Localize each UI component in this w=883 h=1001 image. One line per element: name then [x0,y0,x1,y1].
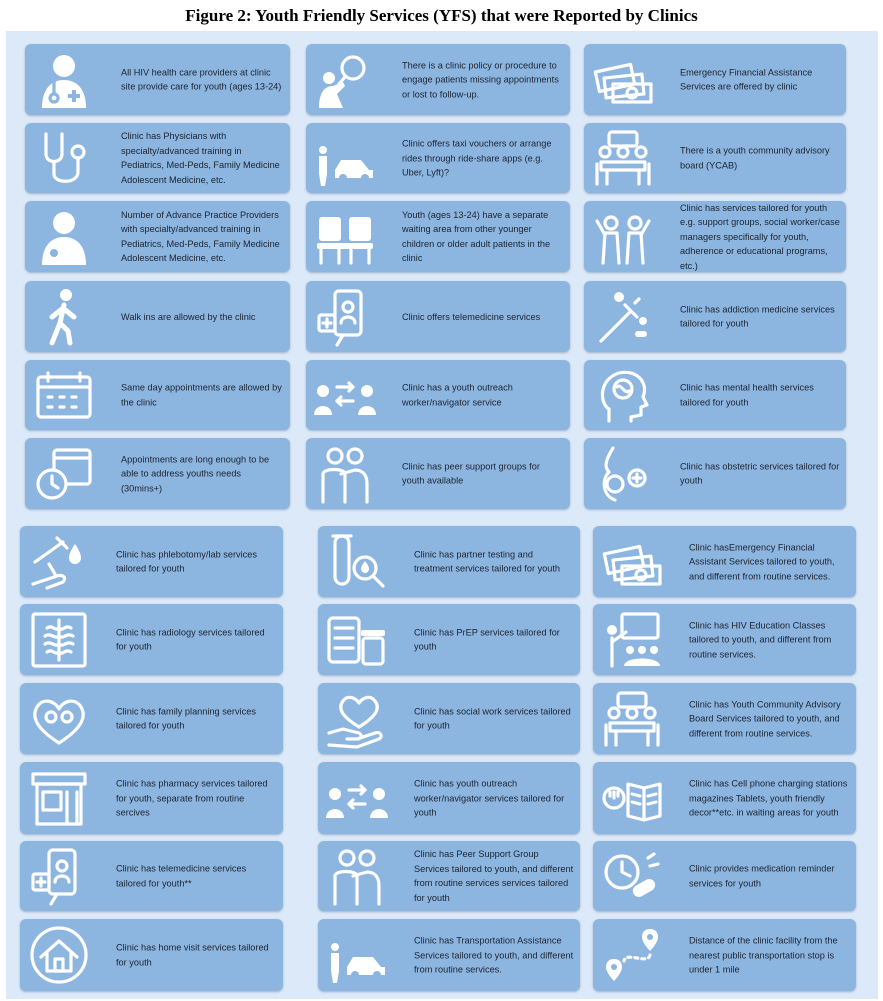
service-card [593,604,856,675]
stethoscope-icon [31,127,97,189]
pill-bottle-icon [324,609,390,671]
service-card-text: Clinic has Cell phone charging stations magazines Tablets, youth friendly decor**etc. in waiting areas for youth [689,778,848,818]
service-card-text: Youth (ages 13-24) have a separate waiting area from other younger children or older adult patients in the clinic [402,209,551,263]
service-card-text: Appointments are long enough to be able to address youths needs (30mins+) [121,453,270,493]
service-card-text: Clinic has home visit services tailored for youth [116,942,269,967]
service-card [318,526,580,597]
service-card-text: There is a youth community advisory board (YCAB) [680,145,830,170]
nurse-icon [31,206,97,268]
service-card [25,44,290,115]
service-card-text: Clinic has a youth outreach worker/navigator service [402,382,513,407]
service-card [593,841,856,911]
service-card [306,360,570,430]
service-card-text: Clinic has social work services tailored for youth [414,706,571,731]
doctor-icon [31,49,97,111]
service-card-text: Clinic has Transportation Assistance Services tailored to youth, and different from routine services. [414,935,574,975]
peer-support-icon [312,443,378,505]
service-card [584,438,846,509]
telemedicine-phone-icon [26,845,92,907]
service-card [306,281,570,352]
board-meeting-icon [590,127,656,189]
pregnancy-icon [590,443,656,505]
charging-magazine-icon [599,767,665,829]
service-card [584,201,846,272]
walking-person-icon [31,286,97,348]
head-mind-icon [590,364,656,426]
service-card [306,201,570,272]
service-card [584,360,846,430]
service-card [25,360,290,430]
magnifier-person-icon [312,49,378,111]
service-card-text: Clinic has HIV Education Classes tailored to youth, and different from routine services. [689,619,832,659]
service-card-text: Same day appointments are allowed by the clinic [121,382,282,407]
service-card-text: Clinic has peer support groups for youth available [402,461,540,486]
service-card [20,683,283,754]
medication-reminder-icon [599,845,665,907]
service-card [318,919,580,991]
service-card [318,841,580,911]
service-card [593,762,856,834]
service-card [306,438,570,509]
exchange-people-icon [324,767,390,829]
service-card-text: Clinic hasEmergency Financial Assistant Services tailored to youth, and different from routine services. [689,541,835,581]
figure-title: Figure 2: Youth Friendly Services (YFS) that were Reported by Clinics [185,6,698,25]
family-heart-icon [26,688,92,750]
classroom-icon [599,609,665,671]
service-card [20,604,283,675]
home-icon [26,924,92,986]
service-card [306,123,570,193]
service-card-text: Clinic has Peer Support Group Services tailored to youth, and different from routine services services tailored for youth [414,849,574,903]
peer-support-icon [324,845,390,907]
service-card [20,526,283,597]
telemedicine-phone-icon [312,286,378,348]
blood-draw-icon [26,531,92,593]
service-card [20,841,283,911]
pharmacy-icon [26,767,92,829]
service-card-text: There is a clinic policy or procedure to engage patients missing appointments or lost to follow-up. [402,59,559,99]
service-card [318,762,580,834]
service-card-text: Clinic has youth outreach worker/navigator services tailored for youth [414,778,565,818]
service-card-text: Clinic has services tailored for youth e.g. support groups, social worker/case managers specifically for youth, adherence or educational programs, etc.) [680,202,840,271]
service-card-text: Clinic offers taxi vouchers or arrange rides through ride-share apps (e.g. Uber, Lyft)? [402,138,552,178]
service-card-text: Number of Advance Practice Providers with specialty/advanced training in Pediatrics, Med-Peds, Family Medicine Adolescent Medicine, etc. [121,209,280,263]
xray-icon [26,609,92,671]
service-card [584,123,846,193]
heart-hand-icon [324,688,390,750]
service-card-text: Distance of the clinic facility from the nearest public transportation stop is under 1 mile [689,935,838,975]
board-meeting-icon [599,688,665,750]
service-card-text: Clinic has Youth Community Advisory Board Services tailored to youth, and different from routine services. [689,698,841,738]
service-card-text: Walk ins are allowed by the clinic [121,311,256,322]
calendar-icon [31,364,97,426]
service-card-text: Clinic has PrEP services tailored for youth [414,627,560,652]
clock-calendar-icon [31,443,97,505]
service-card-text: Clinic has pharmacy services tailored for youth, separate from routine sercives [116,778,268,818]
service-card [318,683,580,754]
service-card-text: Emergency Financial Assistance Services are offered by clinic [680,67,813,92]
service-card-text: Clinic has obstetric services tailored for youth [680,461,840,486]
syringe-pills-icon [590,286,656,348]
service-card [25,123,290,193]
service-card [20,919,283,991]
service-card-text: Clinic has Physicians with specialty/advanced training in Pediatrics, Med-Peds, Family Medicine Adolescent Medicine, etc. [121,131,280,185]
service-card-text: All HIV health care providers at clinic site provide care for youth (ages 13-24) [121,67,282,92]
waiting-chairs-icon [312,206,378,268]
service-card [25,201,290,272]
service-card-text: Clinic has mental health services tailored for youth [680,382,814,407]
service-card [584,44,846,115]
service-card [593,526,856,597]
money-icon [599,531,665,593]
service-card [593,683,856,754]
taxi-icon [324,924,390,986]
service-card-text: Clinic has phlebotomy/lab services tailored for youth [116,549,257,574]
taxi-icon [312,127,378,189]
service-card [25,438,290,509]
service-card [306,44,570,115]
service-card [20,762,283,834]
service-card-text: Clinic has family planning services tailored for youth [116,706,256,731]
service-card [593,919,856,991]
exchange-people-icon [312,364,378,426]
test-tube-icon [324,531,390,593]
service-card [318,604,580,675]
map-route-icon [599,924,665,986]
money-icon [590,49,656,111]
service-card-text: Clinic has partner testing and treatment services tailored for youth [414,549,561,574]
service-card-text: Clinic provides medication reminder services for youth [689,863,835,888]
service-card [25,281,290,352]
service-card-text: Clinic has addiction medicine services tailored for youth [680,304,835,329]
service-card-text: Clinic has radiology services tailored for youth [116,627,265,652]
youth-group-icon [590,206,656,268]
service-card-text: Clinic has telemedicine services tailored for youth** [116,863,247,888]
service-card-text: Clinic offers telemedicine services [402,311,541,322]
service-card [584,281,846,352]
